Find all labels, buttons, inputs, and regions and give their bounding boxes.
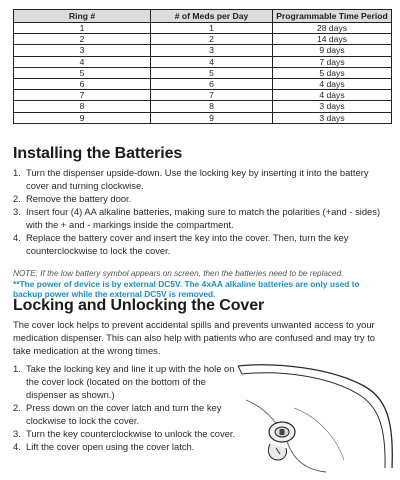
cell-meds: 4	[151, 56, 273, 67]
cell-meds: 3	[151, 45, 273, 56]
table-header-row	[14, 10, 392, 23]
list-item	[13, 231, 393, 257]
list-item	[13, 427, 239, 440]
cell-ring: 1	[14, 23, 151, 34]
power-note	[13, 279, 385, 299]
power-note-text: The power of device is by external DC5V. The 4xAA alkaline batteries are only used to backup power while the external DC5V is removed.	[13, 279, 360, 299]
cell-period: 4 days	[273, 90, 392, 101]
low-battery-note: NOTE: If the low battery symbol appears on screen, then the batteries need to be replaced.	[13, 269, 344, 278]
ring-table	[13, 9, 392, 124]
table-row	[14, 23, 392, 34]
locking-intro: The cover lock helps to prevent accidental spills and prevents unwanted access to your medication dispenser. This can also help with patients who are confused and may try to take medication at the wrong times.	[13, 319, 376, 356]
cell-period: 28 days	[273, 23, 392, 34]
step-text: Replace the battery cover and insert the key into the cover. Then, turn the key counterclockwise to lock the cover.	[26, 232, 349, 256]
ring-table-wrapper	[13, 9, 391, 124]
cell-ring: 3	[14, 45, 151, 56]
step-number: 3.	[13, 206, 21, 217]
step-text: Press down on the cover latch and turn the key clockwise to lock the cover.	[26, 402, 222, 426]
step-text: Remove the battery door.	[26, 193, 132, 204]
cell-ring: 8	[14, 101, 151, 112]
battery-steps	[13, 166, 393, 257]
step-number: 2.	[13, 402, 21, 413]
table-row	[14, 90, 392, 101]
step-number: 3.	[13, 428, 21, 439]
step-text: Lift the cover open using the cover latch.	[26, 441, 195, 452]
cell-period: 5 days	[273, 67, 392, 78]
table-row	[14, 34, 392, 45]
cell-meds: 9	[151, 112, 273, 123]
locking-key-icon	[268, 444, 286, 460]
locking-heading: Locking and Unlocking the Cover	[13, 297, 265, 314]
step-number: 4.	[13, 441, 21, 452]
table-row	[14, 101, 392, 112]
table-row	[14, 67, 392, 78]
cell-period: 7 days	[273, 56, 392, 67]
step-number: 1.	[13, 363, 21, 374]
list-item	[13, 401, 239, 427]
cover-lock-diagram	[236, 360, 396, 474]
cell-ring: 2	[14, 34, 151, 45]
cell-meds: 2	[151, 34, 273, 45]
cell-period: 3 days	[273, 112, 392, 123]
cell-meds: 6	[151, 78, 273, 89]
cell-ring: 5	[14, 67, 151, 78]
power-note-marker: **	[13, 279, 20, 289]
header-meds-per-day: # of Meds per Day	[151, 10, 273, 23]
list-item	[13, 205, 393, 231]
list-item	[13, 166, 393, 192]
cell-ring: 7	[14, 90, 151, 101]
step-number: 2.	[13, 193, 21, 204]
table-row	[14, 112, 392, 123]
list-item	[13, 362, 239, 401]
cell-period: 4 days	[273, 78, 392, 89]
cover-lock-illustration	[236, 360, 396, 474]
step-text: Insert four (4) AA alkaline batteries, making sure to match the polarities (+and - sides) with the + and - markings inside the compartment.	[26, 206, 381, 230]
step-number: 1.	[13, 167, 21, 178]
step-text: Turn the dispenser upside-down. Use the locking key by inserting it into the battery cover and turning clockwise.	[26, 167, 369, 191]
header-ring: Ring #	[14, 10, 151, 23]
cell-meds: 1	[151, 23, 273, 34]
cell-ring: 9	[14, 112, 151, 123]
cell-period: 14 days	[273, 34, 392, 45]
table-row	[14, 78, 392, 89]
cell-meds: 7	[151, 90, 273, 101]
step-number: 4.	[13, 232, 21, 243]
list-item	[13, 440, 239, 453]
batteries-heading: Installing the Batteries	[13, 145, 183, 162]
cell-meds: 5	[151, 67, 273, 78]
cell-ring: 6	[14, 78, 151, 89]
cell-ring: 4	[14, 56, 151, 67]
step-text: Take the locking key and line it up with the hole on the cover lock (located on the bottom of the dispenser as shown.)	[26, 363, 235, 400]
header-time-period: Programmable Time Period	[273, 10, 392, 23]
table-row	[14, 56, 392, 67]
cell-meds: 8	[151, 101, 273, 112]
step-text: Turn the key counterclockwise to unlock the cover.	[26, 428, 236, 439]
list-item	[13, 192, 393, 205]
cell-period: 9 days	[273, 45, 392, 56]
cell-period: 3 days	[273, 101, 392, 112]
table-row	[14, 45, 392, 56]
locking-steps	[13, 362, 239, 453]
